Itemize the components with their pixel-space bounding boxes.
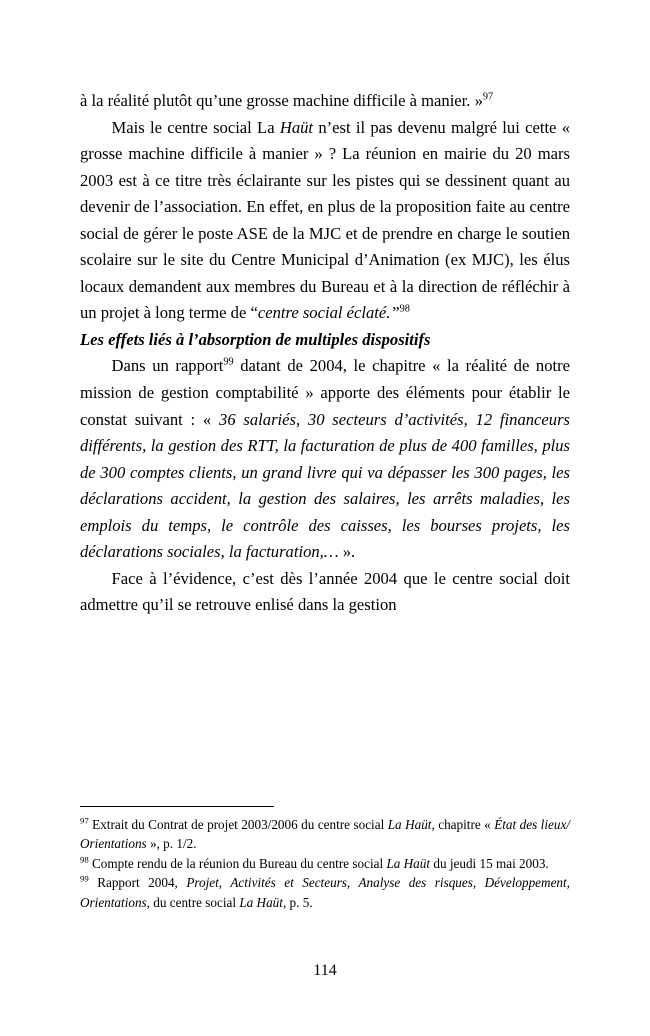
paragraph-4: Face à l’évidence, c’est dès l’année 2004 que le centre social doit admettre qu’il se retrouve enlisé dans la gestion (80, 568, 570, 615)
paragraph-3: Dans un rapport$^{99}$ datant de 2004, le chapitre « la réalité de notre mission de gestion comptabilité » apporte des éléments pour établir le constat suivant : « 36 salariés, 30 secteurs d’activités, 12 financeurs différents, la gestion des RTT, la facturation de plus de 400 familles, plus de 300 comptes clients, un grand livre qui va dépasser les 300 pages, les déclarations accident, la gestion des salaires, les arrêts maladies, les emplois du temps, le contrôle des caisses, les bourses projets, les déclarations sociales, la facturation,… ». (80, 356, 570, 562)
footnote-99: $^{99}$ Rapport 2004, Projet, Activités et Secteurs, Analyse des risques, Développement, Orientations, du centre social La Haüt, p. 5. (80, 873, 570, 910)
footnote-area (80, 806, 570, 912)
paragraph-1: à la réalité plutôt qu’une grosse machine difficile à manier. »$^{97}$ (80, 91, 494, 110)
footnote-separator-rule (80, 806, 274, 807)
main-text-column (80, 88, 570, 619)
footnote-98: $^{98}$ Compte rendu de la réunion du Bureau du centre social La Haüt du jeudi 15 mai 2003. (80, 854, 549, 871)
paragraph-2: Mais le centre social La Haüt n’est il pas devenu malgré lui cette « grosse machine difficile à manier » ? La réunion en mairie du 20 mars 2003 est à ce titre très éclairante sur les pistes qui se dessinent quant au devenir de l’association. En effet, en plus de la proposition faite au centre social de gérer le poste ASE de la MJC et de prendre en charge le soutien scolaire sur le site du Centre Municipal d’Animation (ex MJC), les élus locaux demandent aux membres du Bureau et à la direction de réfléchir à un projet à long terme de “centre social éclaté.”$^{98}$ (80, 117, 571, 323)
footnote-97: $^{97}$ Extrait du Contrat de projet 2003/2006 du centre social La Haüt, chapitre « État des lieux/ Orientations », p. 1/2. (80, 815, 570, 852)
page-number: 114 (313, 962, 337, 979)
section-subheading: Les effets liés à l’absorption de multiples dispositifs (80, 329, 431, 349)
footnote-list (80, 815, 570, 912)
